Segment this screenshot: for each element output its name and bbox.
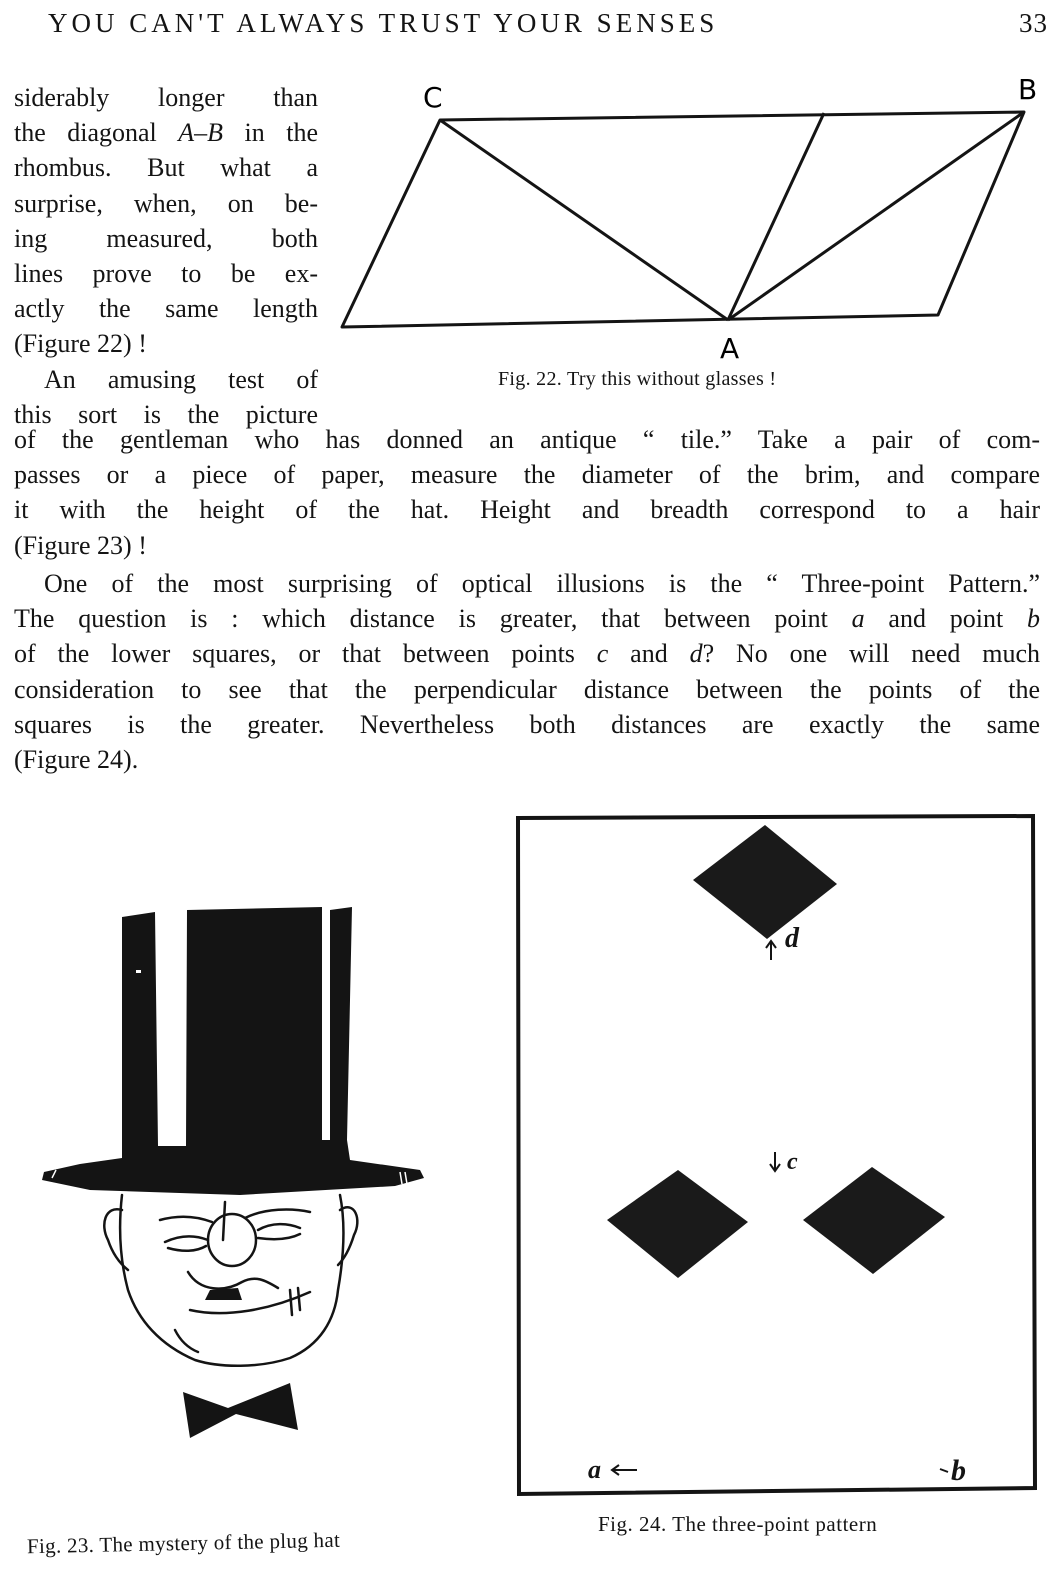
diamond-bottom-right (803, 1167, 945, 1274)
text-line: ing measured, both (14, 223, 318, 253)
fig24-caption: Fig. 24. The three-point pattern (598, 1512, 878, 1536)
text-line: of the lower squares, or that between points c and d? No one will need much (14, 639, 1040, 669)
text-line: it with the height of the hat. Height and breadth correspond to a hair (14, 495, 1040, 525)
fig24-three-point-pattern (515, 812, 1040, 1522)
paragraph-hat (14, 422, 1040, 563)
fig24-label-b: b (951, 1454, 966, 1487)
diamond-bottom-left (607, 1170, 748, 1278)
text-line: of the gentleman who has donned an antique “ tile.” Take a pair of com- (14, 425, 1040, 454)
text-line: surprise, when, on be- (14, 188, 318, 218)
text-line: actly the same length (14, 294, 318, 324)
text-line: An amusing test of (44, 364, 318, 394)
text-line: siderably longer than (14, 83, 318, 112)
fig22-label-a: A (720, 332, 740, 365)
text-line: (Figure 24). (14, 745, 139, 775)
fig24-label-a: a (588, 1455, 601, 1484)
text-line: lines prove to be ex- (14, 259, 318, 289)
fig22-label-c: C (423, 81, 443, 114)
text-line: One of the most surprising of optical illusions is the “ Three-point Pattern.” (44, 569, 1040, 598)
fig22-rhombus-diagram (330, 73, 1038, 365)
fig24-label-d: d (785, 923, 799, 954)
running-head (48, 6, 1048, 46)
text-line: the diagonal A–B in the (14, 118, 318, 148)
narrow-column-text (14, 80, 318, 432)
fig23-caption: Fig. 23. The mystery of the plug hat (26, 1527, 341, 1559)
running-title: YOU CAN'T ALWAYS TRUST YOUR SENSES (48, 8, 719, 38)
bow-tie (183, 1383, 298, 1438)
text-line: consideration to see that the perpendicular distance between the points of the (14, 674, 1040, 704)
text-line: rhombus. But what a (14, 153, 318, 183)
text-line: passes or a piece of paper, measure the diameter of the brim, and compare (14, 460, 1040, 490)
fig23-plug-hat-illustration (0, 890, 480, 1510)
diamond-top (693, 825, 837, 939)
text-line: The question is : which distance is greater, that between point a and point b (14, 604, 1040, 634)
paragraph-three-point (14, 566, 1040, 777)
page-number: 33 (1019, 8, 1048, 38)
fig24-label-c: c (787, 1149, 798, 1175)
fig22-label-b: B (1018, 73, 1038, 106)
fig22-caption: Fig. 22. Try this without glasses ! (498, 368, 777, 390)
text-line: (Figure 22) ! (14, 329, 147, 359)
text-line: (Figure 23) ! (14, 530, 147, 560)
text-line: this sort is the picture (14, 399, 318, 429)
text-line: squares is the greater. Nevertheless both distances are exactly the same (14, 709, 1040, 739)
hat-crown (42, 907, 424, 1195)
